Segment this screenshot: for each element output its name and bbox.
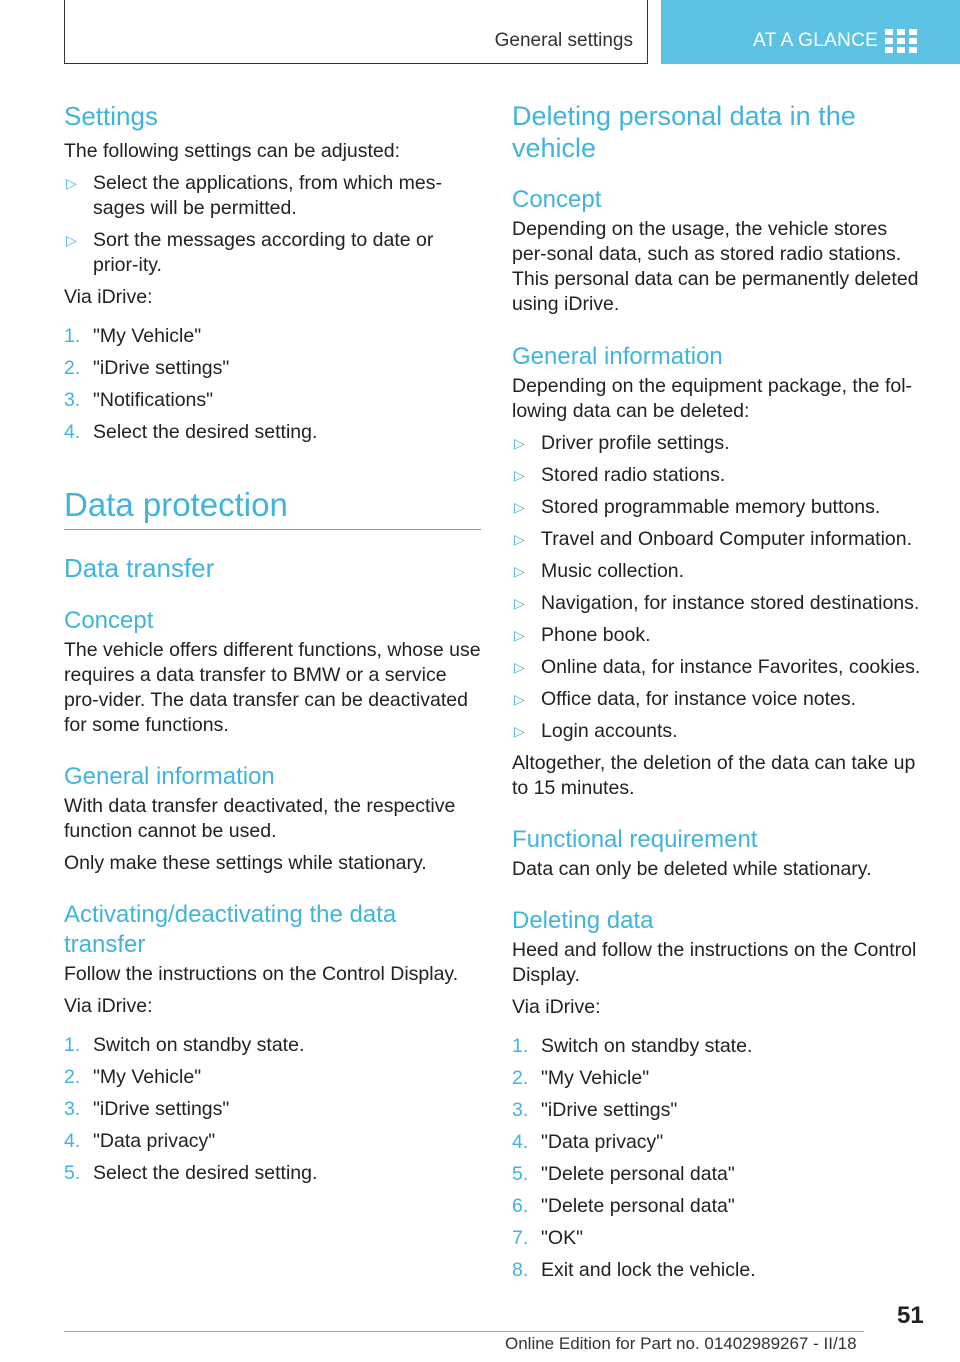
via-idrive-label: Via iDrive: <box>64 995 153 1017</box>
activating-text: Follow the instructions on the Control Display. <box>64 963 459 985</box>
deletable-data-bullets <box>512 431 922 744</box>
right-column <box>512 100 922 1283</box>
list-item: ▷ Stored radio stations. <box>514 464 726 486</box>
list-item: ▷ Online data, for instance Favorites, cookies. <box>514 656 921 678</box>
list-item: 4. Select the desired setting. <box>64 421 318 443</box>
list-item: 2. "iDrive settings" <box>64 357 230 379</box>
settings-steps <box>64 324 481 445</box>
list-item: ▷ Stored programmable memory buttons. <box>514 496 881 518</box>
list-item: 7. "OK" <box>512 1227 584 1249</box>
list-item: ▷ Travel and Onboard Computer information. <box>514 528 913 550</box>
list-item: ▷ Music collection. <box>514 560 685 582</box>
general-info-text: Only make these settings while stationary. <box>64 852 427 874</box>
header-section-box <box>64 0 648 64</box>
list-item: 3. "iDrive settings" <box>512 1099 678 1121</box>
list-item: 2. "My Vehicle" <box>64 1066 202 1088</box>
list-item: 4. "Data privacy" <box>512 1131 664 1153</box>
deleting-data-heading: Deleting data <box>512 907 654 934</box>
functional-requirement-heading: Functional requirement <box>512 826 758 853</box>
via-idrive-label: Via iDrive: <box>512 996 601 1018</box>
functional-requirement-text: Data can only be deleted while stationary. <box>512 858 872 880</box>
list-item: 4. "Data privacy" <box>64 1130 216 1152</box>
list-item: 2. "My Vehicle" <box>512 1067 650 1089</box>
list-item: 1. Switch on standby state. <box>64 1034 305 1056</box>
concept-text: Depending on the usage, the vehicle stores per-sonal data, such as stored radio stations. This personal data can be permanently deleted using iDrive. <box>512 218 919 315</box>
list-item: ▷ Office data, for instance voice notes. <box>514 688 857 710</box>
bullet-triangle-icon: ▷ <box>514 627 525 643</box>
bullet-triangle-icon: ▷ <box>514 435 525 451</box>
list-item: 8. Exit and lock the vehicle. <box>512 1259 756 1281</box>
bullet-triangle-icon: ▷ <box>514 595 525 611</box>
list-item: 6. "Delete personal data" <box>512 1195 735 1217</box>
list-item: 5. "Delete personal data" <box>512 1163 735 1185</box>
chapter-tab[interactable] <box>661 0 960 64</box>
activating-heading: Activating/deactivating the data transfer <box>64 901 397 958</box>
general-info-text: Depending on the equipment package, the fol-lowing data can be deleted: <box>512 375 913 422</box>
list-item: 1. "My Vehicle" <box>64 325 202 347</box>
list-item: ▷ Sort the messages according to date or prior-ity. <box>66 229 434 276</box>
chapter-tab-label: AT A GLANCE <box>753 30 879 51</box>
deleting-personal-data-heading: Deleting personal data in the vehicle <box>512 101 856 163</box>
settings-heading: Settings <box>64 101 158 131</box>
bullet-triangle-icon: ▷ <box>514 531 525 547</box>
list-item: 3. "Notifications" <box>64 389 214 411</box>
concept-heading: Concept <box>512 186 602 213</box>
edition-footer: Online Edition for Part no. 01402989267 - II/18 <box>505 1334 857 1353</box>
via-idrive-label: Via iDrive: <box>64 286 153 308</box>
general-info-heading: General information <box>512 343 723 370</box>
list-item: 1. Switch on standby state. <box>512 1035 753 1057</box>
page-number: 51 <box>897 1302 924 1329</box>
concept-heading: Concept <box>64 607 154 634</box>
list-item: ▷ Navigation, for instance stored destinations. <box>514 592 920 614</box>
footer-divider <box>64 1331 864 1332</box>
bullet-triangle-icon: ▷ <box>514 691 525 707</box>
section-title: General settings <box>494 30 633 51</box>
general-info-heading: General information <box>64 763 275 790</box>
bullet-triangle-icon: ▷ <box>66 175 77 191</box>
settings-intro: The following settings can be adjusted: <box>64 140 401 162</box>
settings-bullets <box>64 171 481 278</box>
concept-text: The vehicle offers different functions, whose use requires a data transfer to BMW or a service pro-vider. The data transfer can be deactivated for some functions. <box>64 639 481 736</box>
general-info-text: With data transfer deactivated, the respective function cannot be used. <box>64 795 456 842</box>
list-item: 3. "iDrive settings" <box>64 1098 230 1120</box>
list-item: ▷ Driver profile settings. <box>514 432 730 454</box>
bullet-triangle-icon: ▷ <box>514 563 525 579</box>
bullet-triangle-icon: ▷ <box>66 232 77 248</box>
list-item: ▷ Login accounts. <box>514 720 678 742</box>
duration-text: Altogether, the deletion of the data can take up to 15 minutes. <box>512 752 916 799</box>
bullet-triangle-icon: ▷ <box>514 499 525 515</box>
left-column <box>64 100 481 1186</box>
bullet-triangle-icon: ▷ <box>514 659 525 675</box>
list-item: ▷ Select the applications, from which mes-sages will be permitted. <box>66 172 442 219</box>
deleting-data-text: Heed and follow the instructions on the Control Display. <box>512 939 917 986</box>
data-transfer-heading: Data transfer <box>64 553 215 583</box>
data-protection-heading: Data protection <box>64 485 481 530</box>
list-item: 5. Select the desired setting. <box>64 1162 318 1184</box>
grid-icon <box>885 29 917 53</box>
bullet-triangle-icon: ▷ <box>514 467 525 483</box>
activating-steps <box>64 1033 481 1186</box>
deleting-steps <box>512 1034 922 1283</box>
bullet-triangle-icon: ▷ <box>514 723 525 739</box>
list-item: ▷ Phone book. <box>514 624 651 646</box>
